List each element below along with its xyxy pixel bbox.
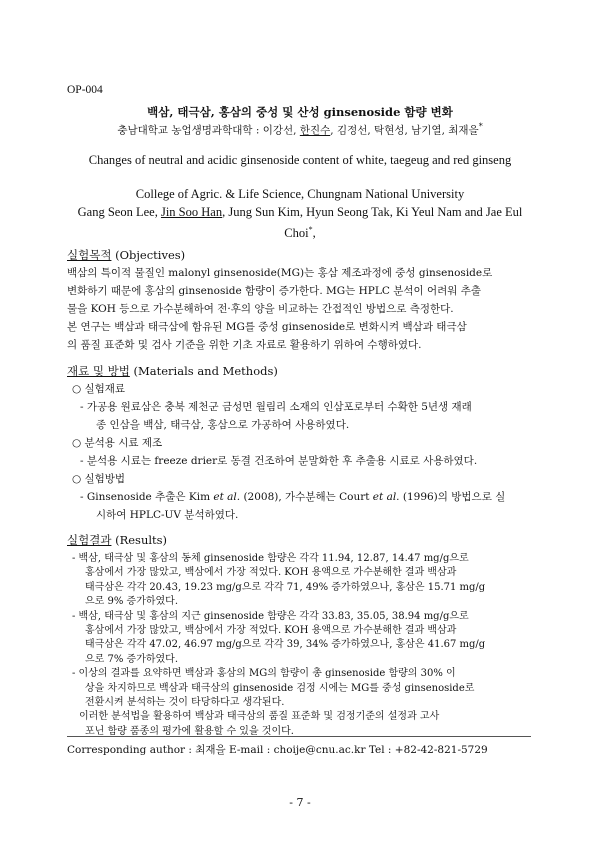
korean-authors-post: , 김정선, 탁현성, 남기열, 최재을: [330, 124, 479, 137]
english-corresponding-mark: *: [308, 225, 313, 234]
methods-text: (2008), 가수분해는 Court: [240, 491, 373, 503]
english-authors: [64, 204, 536, 242]
english-presenting-author: Jin Soo Han: [160, 205, 223, 219]
methods-line: [80, 489, 505, 504]
korean-title: 백삼, 태극삼, 홍삼의 중성 및 산성 ginsenoside 함량 변화: [147, 105, 453, 119]
english-authors-post: , Jung Sun Kim, Hyun Seong Tak, Ki Yeul Nam and Jae Eul Choi: [222, 205, 523, 241]
methods-heading: [67, 363, 278, 379]
korean-authors: [0, 122, 600, 138]
results-line: 으로 7% 증가하였다.: [85, 653, 179, 665]
methods-line: - 가공용 원료삼은 충북 제천군 금성면 월림리 소재의 인삼포로부터 수확한 5년생 재래: [80, 401, 472, 413]
paper-code: OP-004: [67, 84, 103, 96]
corresponding-author-footer: Corresponding author : 최재을 E-mail : choije@cnu.ac.kr Tel : +82-42-821-5729: [67, 744, 488, 756]
results-heading: [67, 532, 167, 548]
english-authors-tail: ,: [312, 226, 316, 241]
methods-text: (1996)의 방법으로 실: [399, 491, 506, 503]
methods-line: ○ 분석용 시료 제조: [72, 437, 163, 449]
korean-authors-pre: 충남대학교 농업생명과학대학 : 이강선,: [117, 124, 300, 137]
english-authors-pre: Gang Seon Lee,: [77, 205, 161, 219]
english-title: Changes of neutral and acidic ginsenoside content of white, taegeug and red ginseng: [88, 153, 512, 167]
korean-corresponding-mark: *: [478, 122, 483, 131]
objectives-line: 변화하기 때문에 홍삼의 ginsenoside 함량이 증가한다. MG는 HPLC 분석이 어려워 추출: [67, 285, 482, 297]
objectives-line: 백삼의 특이적 물질인 malonyl ginsenoside(MG)는 홍삼 제조과정에 중성 ginsenoside로: [67, 267, 493, 279]
objectives-line: 물을 KOH 등으로 가수분해하여 전·후의 양을 비교하는 간접적인 방법으로 측정한다.: [67, 303, 454, 315]
results-line: 이러한 분석법을 활용하여 백삼과 태극삼의 품질 표준화 및 검정기준의 설정과 고사: [79, 711, 440, 723]
methods-heading-ko: 재료 및 방법: [67, 364, 130, 378]
results-heading-ko: 실험결과: [67, 533, 112, 547]
methods-line: 종 인삼을 백삼, 태극삼, 홍삼으로 가공하여 사용하였다.: [96, 419, 350, 431]
results-line: 상을 차지하므로 백삼과 태극삼의 ginsenoside 검정 시에는 MG를 중성 ginsenoside로: [85, 682, 475, 694]
methods-line: ○ 실험재료: [72, 383, 126, 395]
results-line: - 백삼, 태극삼 및 홍삼의 동체 ginsenoside 함량은 각각 11.94, 12.87, 14.47 mg/g으로: [72, 553, 469, 564]
results-line: 태극삼은 각각 47.02, 46.97 mg/g으로 각각 39, 34% 증가하였으나, 홍삼은 41.67 mg/g: [85, 639, 486, 651]
methods-line: - 분석용 시료는 freeze drier로 동결 건조하여 분말화한 후 추출용 시료로 사용하였다.: [80, 455, 478, 467]
methods-text: - Ginsenoside 추출은 Kim: [80, 491, 214, 503]
methods-line: ○ 실험방법: [72, 473, 126, 485]
et-al: et al.: [372, 491, 400, 503]
results-line: - 이상의 결과를 요약하면 백삼과 홍삼의 MG의 함량이 총 ginsenoside 함량의 30% 이: [72, 668, 456, 680]
results-line: 태극삼은 각각 20.43, 19.23 mg/g으로 각각 71, 49% 증가하였으나, 홍삼은 15.71 mg/g: [85, 581, 486, 593]
methods-heading-en: (Materials and Methods): [129, 364, 278, 378]
et-al: et al.: [213, 491, 241, 503]
results-line: 홍삼에서 가장 많았고, 백삼에서 가장 적었다. KOH 용액으로 가수분해한 결과 백삼과: [85, 625, 457, 636]
page-number: - 7 -: [289, 796, 311, 809]
objectives-heading-ko: 실험목적: [67, 248, 112, 262]
results-heading-en: (Results): [111, 533, 168, 547]
objectives-line: 본 연구는 백삼과 태극삼에 함유된 MG를 중성 ginsenoside로 변화시켜 백삼과 태극삼: [67, 321, 467, 333]
korean-presenting-author: 한진수: [299, 124, 331, 137]
objectives-heading: [67, 247, 185, 263]
results-line: 으로 9% 증가하였다.: [85, 596, 179, 608]
results-line: - 백삼, 태극삼 및 홍삼의 지근 ginsenoside 함량은 각각 33.83, 35.05, 38.94 mg/g으로: [72, 610, 469, 622]
objectives-line: 의 품질 표준화 및 검사 기준을 위한 기초 자료로 활용하기 위하여 수행하였다.: [67, 339, 422, 351]
english-affiliation: College of Agric. & Life Science, Chungnam National University: [135, 187, 465, 201]
results-line: 포닌 함량 품종의 평가에 활용할 수 있을 것이다.: [85, 725, 294, 737]
results-line: 전환시켜 분석하는 것이 타당하다고 생각된다.: [85, 697, 285, 708]
objectives-heading-en: (Objectives): [111, 248, 186, 262]
methods-line: 시하여 HPLC-UV 분석하였다.: [96, 509, 239, 521]
results-line: 홍삼에서 가장 많았고, 백삼에서 가장 적었다. KOH 용액으로 가수분해한 결과 백삼과: [85, 567, 457, 579]
